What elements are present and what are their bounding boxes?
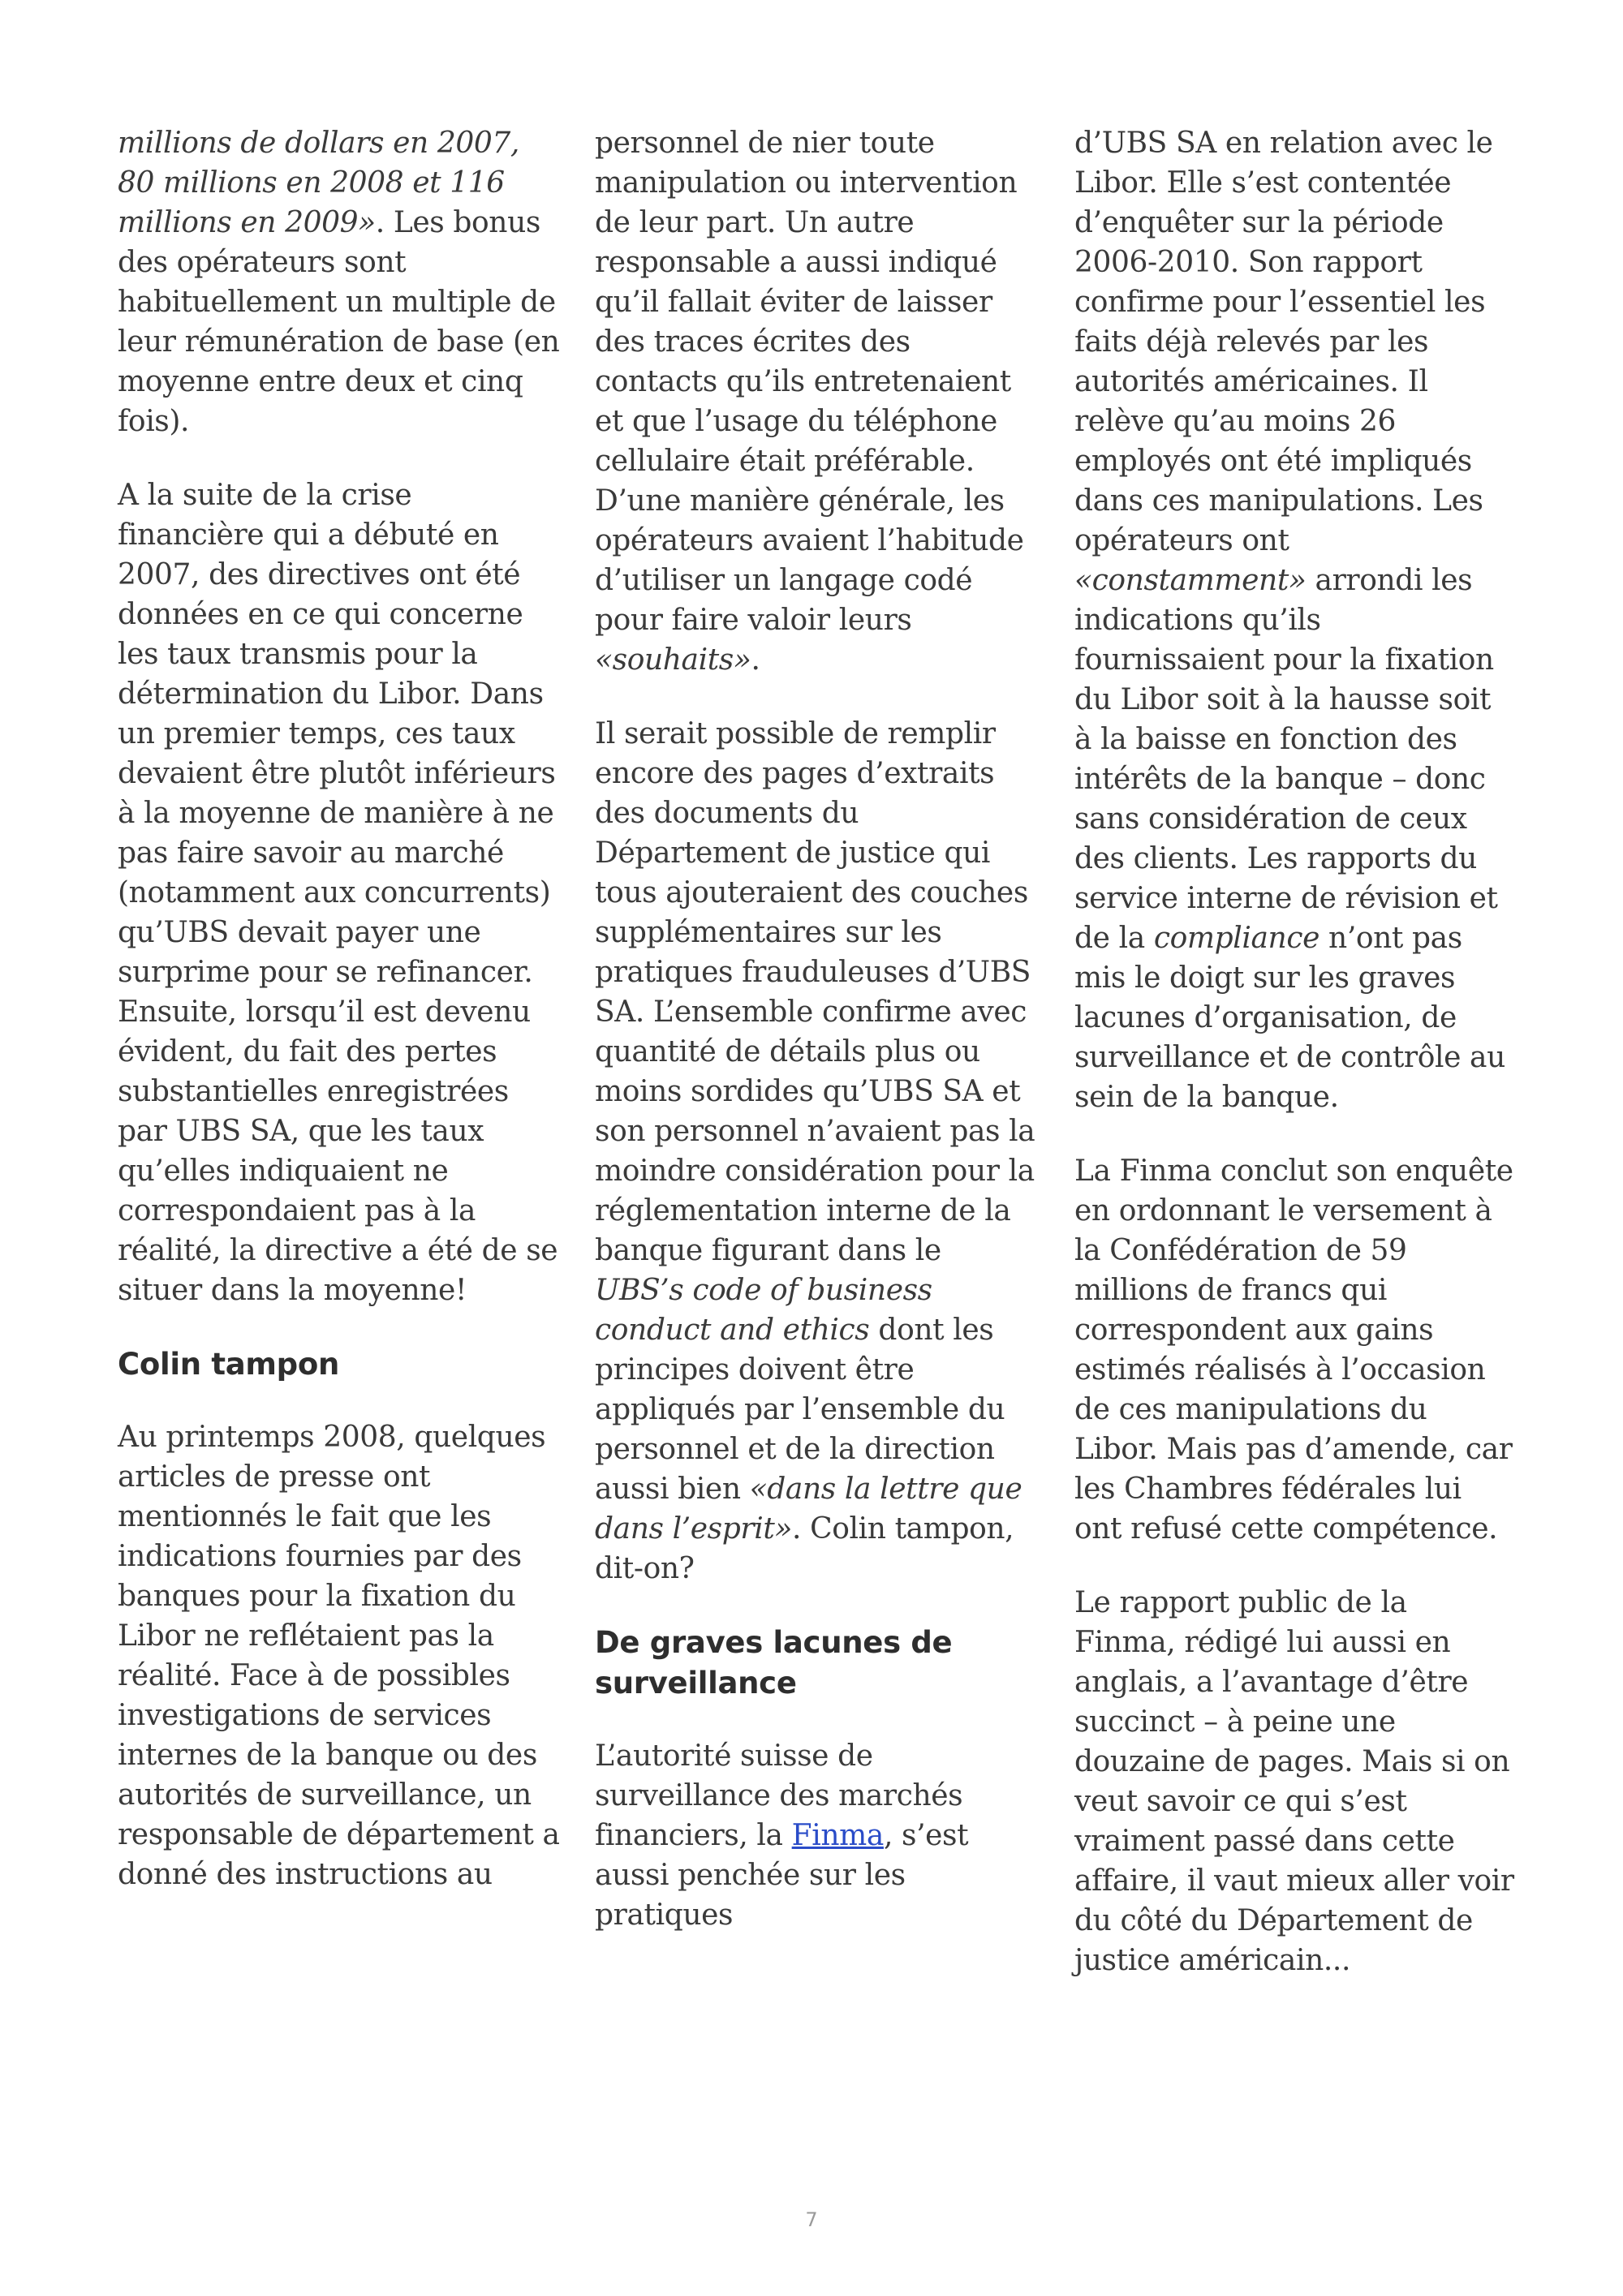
finma-link[interactable]: Finma	[791, 1819, 884, 1852]
paragraph: La Finma conclut son enquête en ordonnant le versement à la Confédération de 59 millions de francs qui correspondent aux gains estimés réalisés à l’occasion de ces manipulations du Libor. Mais pas d’amende, car les Chambres fédérales lui ont refusé cette compétence.	[1074, 1154, 1513, 1546]
page-number: 7	[805, 2208, 818, 2231]
paragraph: millions de dollars en 2007, 80 millions en 2008 et 116 millions en 2009». Les bonus des opérateurs sont habituellement un multiple de leur rémunération de base (en moyenne entre deux et cinq fois).	[118, 127, 560, 438]
text-column-1	[118, 123, 560, 1928]
paragraph: L’autorité suisse de surveillance des marchés financiers, la Finma, s’est aussi penchée sur les pratiques	[595, 1739, 969, 1932]
paragraph: Au printemps 2008, quelques articles de presse ont mentionnés le fait que les indications fournies par des banques pour la fixation du Libor ne reflétaient pas la réalité. Face à de possibles investigations de services internes de la banque ou des autorités de surveillance, un responsable de département a donné des instructions au	[118, 1421, 560, 1891]
italic-term: compliance	[1153, 922, 1319, 955]
paragraph: A la suite de la crise financière qui a débuté en 2007, des directives ont été données en ce qui concerne les taux transmis pour la détermination du Libor. Dans un premier temps, ces taux devaient être plutôt inférieurs à la moyenne de manière à ne pas faire savoir au marché (notamment aux concurrents) qu’UBS devait payer une surprime pour se refinancer. Ensuite, lorsqu’il est devenu évident, du fait des pertes substantielles enregistrées par UBS SA, que les taux qu’elles indiquaient ne correspondaient pas à la réalité, la directive a été de se situer dans la moyenne!	[118, 479, 558, 1307]
section-heading-colin-tampon: Colin tampon	[118, 1347, 340, 1382]
italic-quote: «constamment»	[1074, 564, 1307, 597]
italic-quote: millions de dollars en 2007, 80 millions en 2008 et 116 millions en 2009»	[118, 127, 519, 239]
text-column-2	[595, 123, 1037, 1969]
text-column-3	[1074, 123, 1517, 2014]
italic-quote: «dans la lettre que dans l’esprit»	[595, 1473, 1022, 1546]
paragraph: d’UBS SA en relation avec le Libor. Elle s’est contentée d’enquêter sur la période 2006-2010. Son rapport confirme pour l’essentiel les faits déjà relevés par les autorités américaines. Il relève qu’au moins 26 employés ont été impliqués dans ces manipulations. Les opérateurs ont «constamment» arrondi les indications qu’ils fournissaient pour la fixation du Libor soit à la hausse soit à la baisse en fonction des intérêts de la banque – donc sans considération de ceux des clients. Les rapports du service interne de révision et de la compliance n’ont pas mis le doigt sur les graves lacunes d’organisation, de surveillance et de contrôle au sein de la banque.	[1074, 127, 1505, 1114]
italic-title: UBS’s code of business conduct and ethics	[595, 1274, 932, 1347]
section-heading-lacunes-surveillance: De graves lacunes de surveillance	[595, 1625, 953, 1701]
paragraph: Il serait possible de remplir encore des pages d’extraits des documents du Département de justice qui tous ajouteraient des couches supplémentaires sur les pratiques frauduleuses d’UBS SA. L’ensemble confirme avec quantité de détails plus ou moins sordides qu’UBS SA et son personnel n’avaient pas la moindre considération pour la réglementation interne de la banque figurant dans le UBS’s code of business conduct and ethics dont les principes doivent être appliqués par l’ensemble du personnel et de la direction aussi bien «dans la lettre que dans l’esprit». Colin tampon, dit-on?	[595, 717, 1035, 1585]
paragraph: personnel de nier toute manipulation ou intervention de leur part. Un autre responsable a aussi indiqué qu’il fallait éviter de laisser des traces écrites des contacts qu’ils entretenaient et que l’usage du téléphone cellulaire était préférable. D’une manière générale, les opérateurs avaient l’habitude d’utiliser un langage codé pour faire valoir leurs «souhaits».	[595, 127, 1024, 677]
paragraph: Le rapport public de la Finma, rédigé lui aussi en anglais, a l’avantage d’être succinct – à peine une douzaine de pages. Mais si on veut savoir ce qui s’est vraiment passé dans cette affaire, il vaut mieux aller voir du côté du Département de justice américain...	[1074, 1586, 1514, 1977]
italic-quote: «souhaits»	[595, 643, 751, 677]
